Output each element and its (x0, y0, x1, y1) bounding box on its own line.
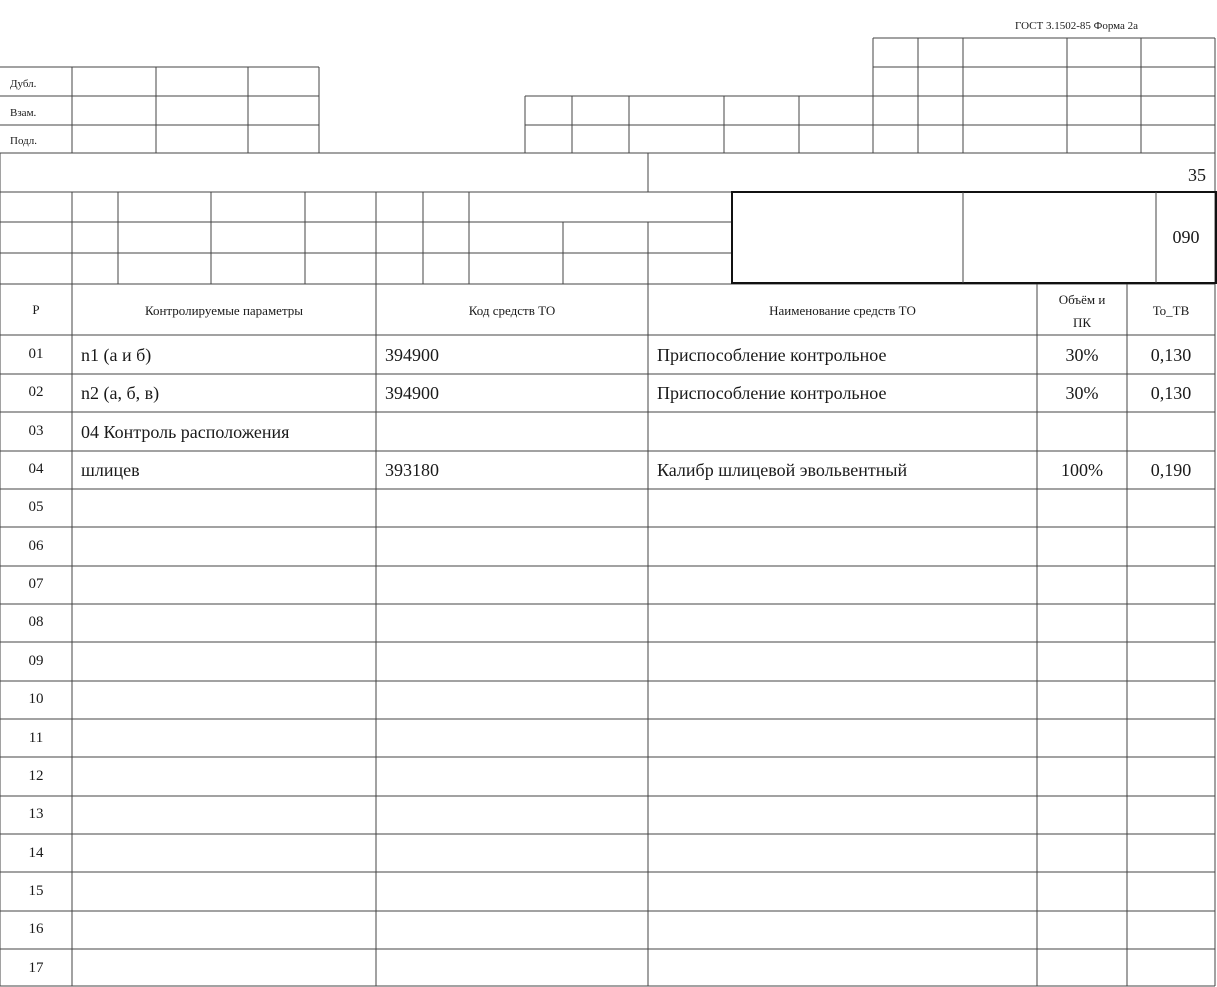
row-param: 04 Контроль расположения (81, 421, 290, 442)
header-tool-name: Наименование средств ТО (769, 303, 916, 318)
header-volume-line2: ПК (1072, 315, 1092, 330)
row-number: 03 (28, 422, 44, 439)
row-number: 11 (28, 729, 44, 746)
row-volume: 30% (1065, 345, 1099, 365)
row-tool-name: Калибр шлицевой эвольвентный (657, 460, 908, 481)
header-time: То_ТВ (1152, 303, 1190, 318)
row-param: n1 (а и б) (81, 345, 152, 365)
header-volume-line1: Объём и (1058, 292, 1106, 307)
operation-number: 090 (1172, 227, 1200, 247)
stamp-podl-label: Подл. (10, 135, 37, 147)
row-number: 07 (28, 576, 44, 593)
row-param: n2 (а, б, в) (81, 383, 160, 404)
row-code: 393180 (385, 460, 439, 481)
row-tool-name: Приспособление контрольное (657, 383, 887, 404)
header-controlled-params: Контролируемые параметры (144, 303, 304, 318)
row-time: 0,130 (1150, 345, 1192, 365)
row-number: 02 (28, 384, 44, 401)
row-number: 17 (28, 959, 44, 976)
row-number: 16 (28, 921, 44, 938)
row-number: 15 (28, 882, 44, 899)
row-number: 14 (28, 844, 44, 861)
form-standard: ГОСТ 3.1502-85 Форма 2а (1015, 20, 1139, 32)
row-number: 12 (28, 767, 44, 784)
row-time: 0,130 (1150, 383, 1192, 404)
row-number: 08 (28, 614, 44, 631)
row-number: 09 (28, 652, 44, 669)
row-number: 10 (28, 691, 44, 708)
row-code: 394900 (385, 383, 439, 404)
row-tool-name: Приспособление контрольное (657, 345, 887, 365)
header-row-number: Р (32, 302, 40, 317)
row-volume: 30% (1065, 383, 1099, 404)
row-code: 394900 (385, 345, 439, 365)
row-number: 01 (28, 346, 44, 362)
stamp-dubl-label: Дубл. (10, 78, 37, 90)
row-volume: 100% (1061, 460, 1103, 481)
row-number: 06 (28, 537, 44, 554)
row-param: шлицев (81, 460, 140, 481)
stamp-vzam-label: Взам. (10, 107, 37, 119)
row-number: 04 (28, 461, 44, 478)
row-time: 0,190 (1150, 460, 1192, 481)
row-number: 05 (28, 499, 44, 516)
sheet-number: 35 (1188, 165, 1206, 185)
row-number: 13 (28, 806, 44, 823)
header-tool-code: Код средств ТО (468, 303, 556, 318)
